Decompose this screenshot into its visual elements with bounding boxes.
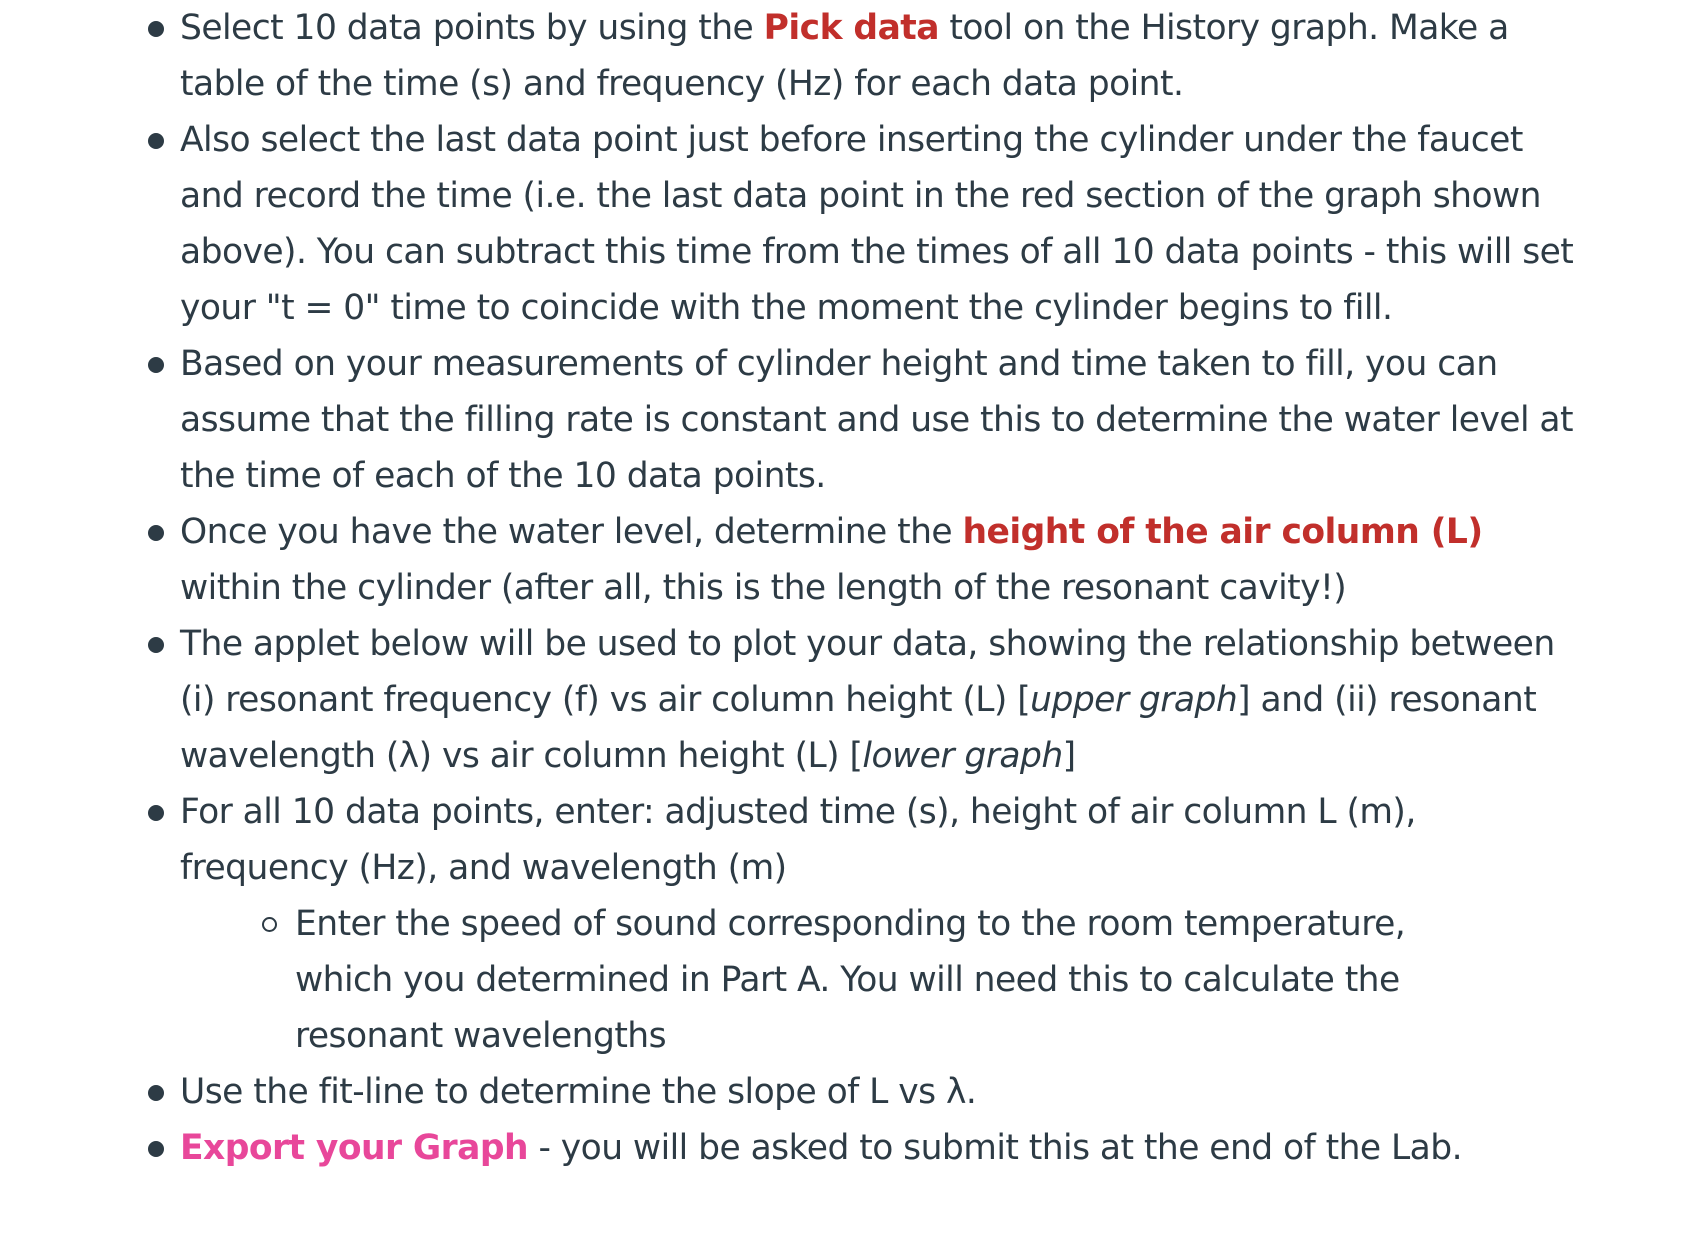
upper-graph-emphasis: upper graph — [1030, 680, 1238, 720]
item-text-pre: Once you have the water level, determine the — [180, 512, 963, 552]
bullet-marker — [148, 637, 164, 653]
item-text-mid: ] and (ii) resonant wavelength (λ) vs air column height (L) [ — [180, 680, 1537, 776]
pick-data-highlight: Pick data — [763, 8, 939, 48]
list-item-pick-data — [0, 0, 1682, 112]
list-item-last-data-point — [0, 112, 1682, 336]
bullet-marker — [148, 525, 164, 541]
bullet-marker — [148, 21, 164, 37]
sub-bullet-marker — [262, 917, 277, 932]
list-item-enter-data — [0, 784, 1682, 1064]
bullet-marker — [148, 805, 164, 821]
item-text-post: - you will be asked to submit this at the end of the Lab. — [528, 1128, 1463, 1168]
export-graph-link[interactable]: Export your Graph — [180, 1128, 529, 1168]
lower-graph-emphasis: lower graph — [862, 736, 1063, 776]
bullet-marker — [148, 1141, 164, 1157]
list-item-filling-rate — [0, 336, 1682, 504]
sub-item-text: Enter the speed of sound corresponding to the room temperature, which you determined in Part A. You will need this to calculate the resonant wavelengths — [295, 904, 1406, 1056]
list-item-export — [0, 1120, 1682, 1176]
bullet-marker — [148, 133, 164, 149]
item-text-post: ] — [1062, 736, 1076, 776]
air-column-highlight: height of the air column (L) — [962, 512, 1483, 552]
item-text: Based on your measurements of cylinder height and time taken to fill, you can assume that the filling rate is constant and use this to determine the water level at the time of each of the 10 data points. — [180, 344, 1574, 496]
item-text-pre: Select 10 data points by using the — [180, 8, 764, 48]
item-text-post: within the cylinder (after all, this is the length of the resonant cavity!) — [180, 568, 1347, 608]
list-item-air-column — [0, 504, 1682, 616]
sub-list-item-speed-of-sound — [180, 896, 1582, 1064]
item-text: Also select the last data point just before inserting the cylinder under the faucet and record the time (i.e. the last data point in the red section of the graph shown above). You can subtract this time from the times of all 10 data points - this will set your "t = 0" time to coincide with the moment the cylinder begins to fill. — [180, 120, 1574, 328]
item-text: For all 10 data points, enter: adjusted time (s), height of air column L (m), frequency (Hz), and wavelength (m) — [180, 792, 1416, 888]
item-text-post: tool on the History graph. Make a table of the time (s) and frequency (Hz) for each data point. — [180, 8, 1509, 104]
sub-list — [180, 896, 1582, 1064]
list-item-applet — [0, 616, 1682, 784]
list-item-fit-line — [0, 1064, 1682, 1120]
bullet-marker — [148, 1085, 164, 1101]
bullet-marker — [148, 357, 164, 373]
item-text-pre: The applet below will be used to plot your data, showing the relationship between (i) resonant frequency (f) vs air column height (L) [ — [180, 624, 1555, 720]
item-text: Use the fit-line to determine the slope of L vs λ. — [180, 1072, 977, 1112]
